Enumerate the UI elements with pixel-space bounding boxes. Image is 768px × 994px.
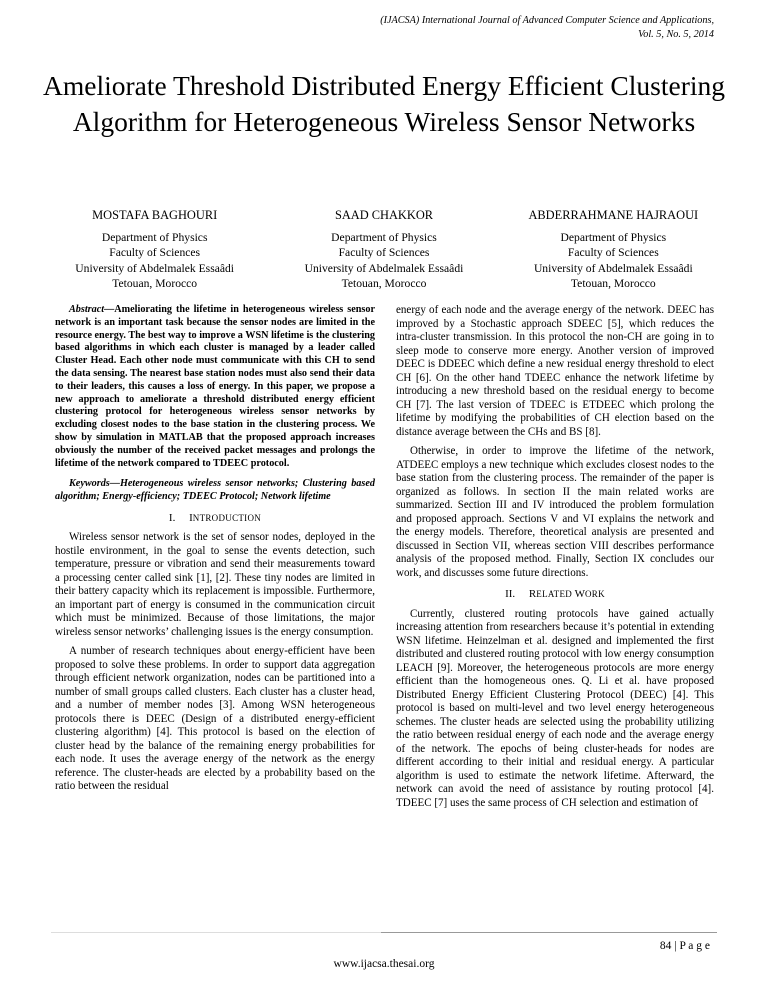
footer-rule: [381, 932, 717, 933]
author-university: University of Abdelmalek Essaâdi: [304, 261, 464, 275]
journal-volume: Vol. 5, No. 5, 2014: [638, 29, 714, 40]
section-number: II.: [505, 588, 516, 600]
section-heading-related-work: [396, 588, 714, 602]
section-title-rest: ELATED: [536, 589, 575, 599]
author-city: Tetouan, Morocco: [112, 277, 198, 290]
abstract-lead: Abstract—: [69, 304, 115, 315]
author-faculty: Faculty of Sciences: [567, 246, 659, 259]
keywords-lead: Keywords—: [69, 478, 120, 490]
author-name: SAAD CHAKKOR: [334, 208, 434, 222]
abstract-text: Ameliorating the lifetime in heterogeneous wireless sensor network is an important task because the sensor nodes are limited in the resource energy. The best way to improve a WSN lifetime is the clustering based algorithms in which each cluster is managed by a leader called Cluster Head. Each other node must communicate with this CH to send the data sensing. The nearest base station nodes must also send their data to their leaders, this causes a loss of energy. In this paper, we propose a new approach to ameliorate a threshold distributed energy efficient clustering protocol for heterogeneous wireless sensor networks by excluding closest nodes to the base station in the clustering process. We show by simulation in MATLAB that the proposed approach increases obviously the number of the received packet messages and prolongs the lifetime of the network compared to TDEEC protocol.: [55, 304, 375, 469]
section-initial: I: [189, 511, 193, 524]
author-dept: Department of Physics: [101, 230, 208, 244]
section-title-rest: NTRODUCTION: [192, 512, 262, 523]
intro-paragraph-3: Otherwise, in order to improve the lifetime of the network, ATDEEC employs a new technique which excludes closest nodes to the base station from the clustering process. The remainder of the paper is organized as follows. In section II the main related works are summarized. Section III and IV introduced the problem formulation and proposed approach. Sections V and VI explains the network and the energy models. Therefore, theoretical analysis are presented and discussed in Section VII, whereas section VIII describes performance analysis of the proposed method. Finally, Section IX concludes our work, and discusses some future directions.: [396, 445, 714, 579]
section-number: I.: [168, 511, 176, 524]
intro-paragraph-1: Wireless sensor network is the set of sensor nodes, deployed in the hostile environment, in the goal to sense the events detection, such temperature, pressure or vibration and send their measurements toward a processing center called sink [1], [2]. These tiny nodes are limited in their battery capacity which its replacement is impossible. Furthermore, an important part of energy is consumed in the communication circuit which must be minimized. Because of those limitations, the major wireless sensor networks’ challenging issues is the energy consumption.: [55, 531, 375, 638]
author-faculty: Faculty of Sciences: [109, 246, 201, 259]
author-block: [40, 208, 728, 292]
author-1: [40, 208, 269, 292]
keywords-text: Heterogeneous wireless sensor networks; Clustering based algorithm; Energy-efficiency; TDEEC Protocol; Network lifetime: [55, 478, 375, 503]
page-number: 84 | P a g e: [659, 940, 710, 952]
section-initial-2: W: [574, 588, 585, 600]
footer-rule-left: [51, 932, 381, 933]
author-faculty: Faculty of Sciences: [338, 246, 430, 259]
paper-title: Ameliorate Threshold Distributed Energy Efficient Clustering Algorithm for Heterogeneous Wireless Sensor Networks: [42, 70, 725, 137]
author-dept: Department of Physics: [331, 230, 437, 244]
author-dept: Department of Physics: [560, 230, 667, 244]
section-title-rest-2: ORK: [585, 589, 605, 599]
author-name: ABDERRAHMANE HAJRAOUI: [528, 208, 699, 222]
author-name: MOSTAFA BAGHOURI: [92, 208, 218, 222]
keywords: [55, 478, 375, 504]
intro-paragraph-2: A number of research techniques about energy-efficient have been proposed to solve these problems. In order to support data aggregation through efficient network organization, nodes can be partitioned into a number of small groups called clusters. Each cluster has a cluster head, and a number of member nodes [3]. Among WSN heterogeneous protocols there is DEEC (Design of a distributed energy-efficient clustering algorithm) [4]. This protocol is based on the election of cluster head by the balance of the remaining energy probabilities for each node. It uses the average energy of the network as the energy reference. The cluster-heads are elected by a probability based on the ratio between the residual: [55, 645, 375, 793]
author-city: Tetouan, Morocco: [341, 277, 427, 290]
author-city: Tetouan, Morocco: [570, 277, 656, 290]
author-2: [269, 208, 498, 292]
author-3: [499, 208, 728, 292]
left-column: [55, 304, 375, 800]
journal-name: (IJACSA) International Journal of Advanced Computer Science and Applications,: [380, 15, 714, 26]
section-initial: R: [528, 588, 537, 600]
section-heading-introduction: [55, 512, 375, 526]
journal-header: [380, 14, 714, 42]
author-university: University of Abdelmalek Essaâdi: [75, 261, 235, 275]
intro-paragraph-continued: energy of each node and the average energy of the network. DEEC has improved by a Stochastic approach SDEEC [5], which reduces the intra-cluster transmission. In this protocol the non-CH are going in to sleep mode to conserve more energy. Another version of improved DEEC is DDEEC which define a new residual energy threshold to elect CH [6]. On the other hand TDEEC enhance the network lifetime by introducing a new threshold based on the residual energy to become CH [7]. The last version of TDEEC is ETDEEC which prolong the lifetime by modifying the probabilities of CH election based on the distance average between the CHs and BS [8].: [396, 304, 714, 438]
abstract: [55, 304, 375, 470]
footer-website: www.ijacsa.thesai.org: [333, 958, 435, 970]
author-university: University of Abdelmalek Essaâdi: [533, 261, 693, 275]
related-work-paragraph-1: Currently, clustered routing protocols have gained actually increasing attention from researchers because it’s potential in extending WSN lifetime. Heinzelman et al. designed and implemented the first distributed and clustered routing protocol with low energy consumption LEACH [9]. Moreover, the heterogeneous protocols are more energy efficient than the homogeneous ones. Q. Li et al. have proposed Distributed Energy Efficient Clustering Protocol (DEEC) [4]. This protocol is based on multi-level and two level energy heterogeneous schemes. The cluster heads are selected using the probability utilizing the ratio between residual energy of each node and the average energy of the network. The epochs of being cluster-heads for nodes are different according to their initial and residual energy. A particular algorithm is used to estimate the network lifetime. Afterward, the network can avoid the need of assistance by routing protocol [4]. TDEEC [7] uses the same process of CH selection and estimation of: [396, 607, 714, 809]
right-column: [396, 304, 714, 816]
